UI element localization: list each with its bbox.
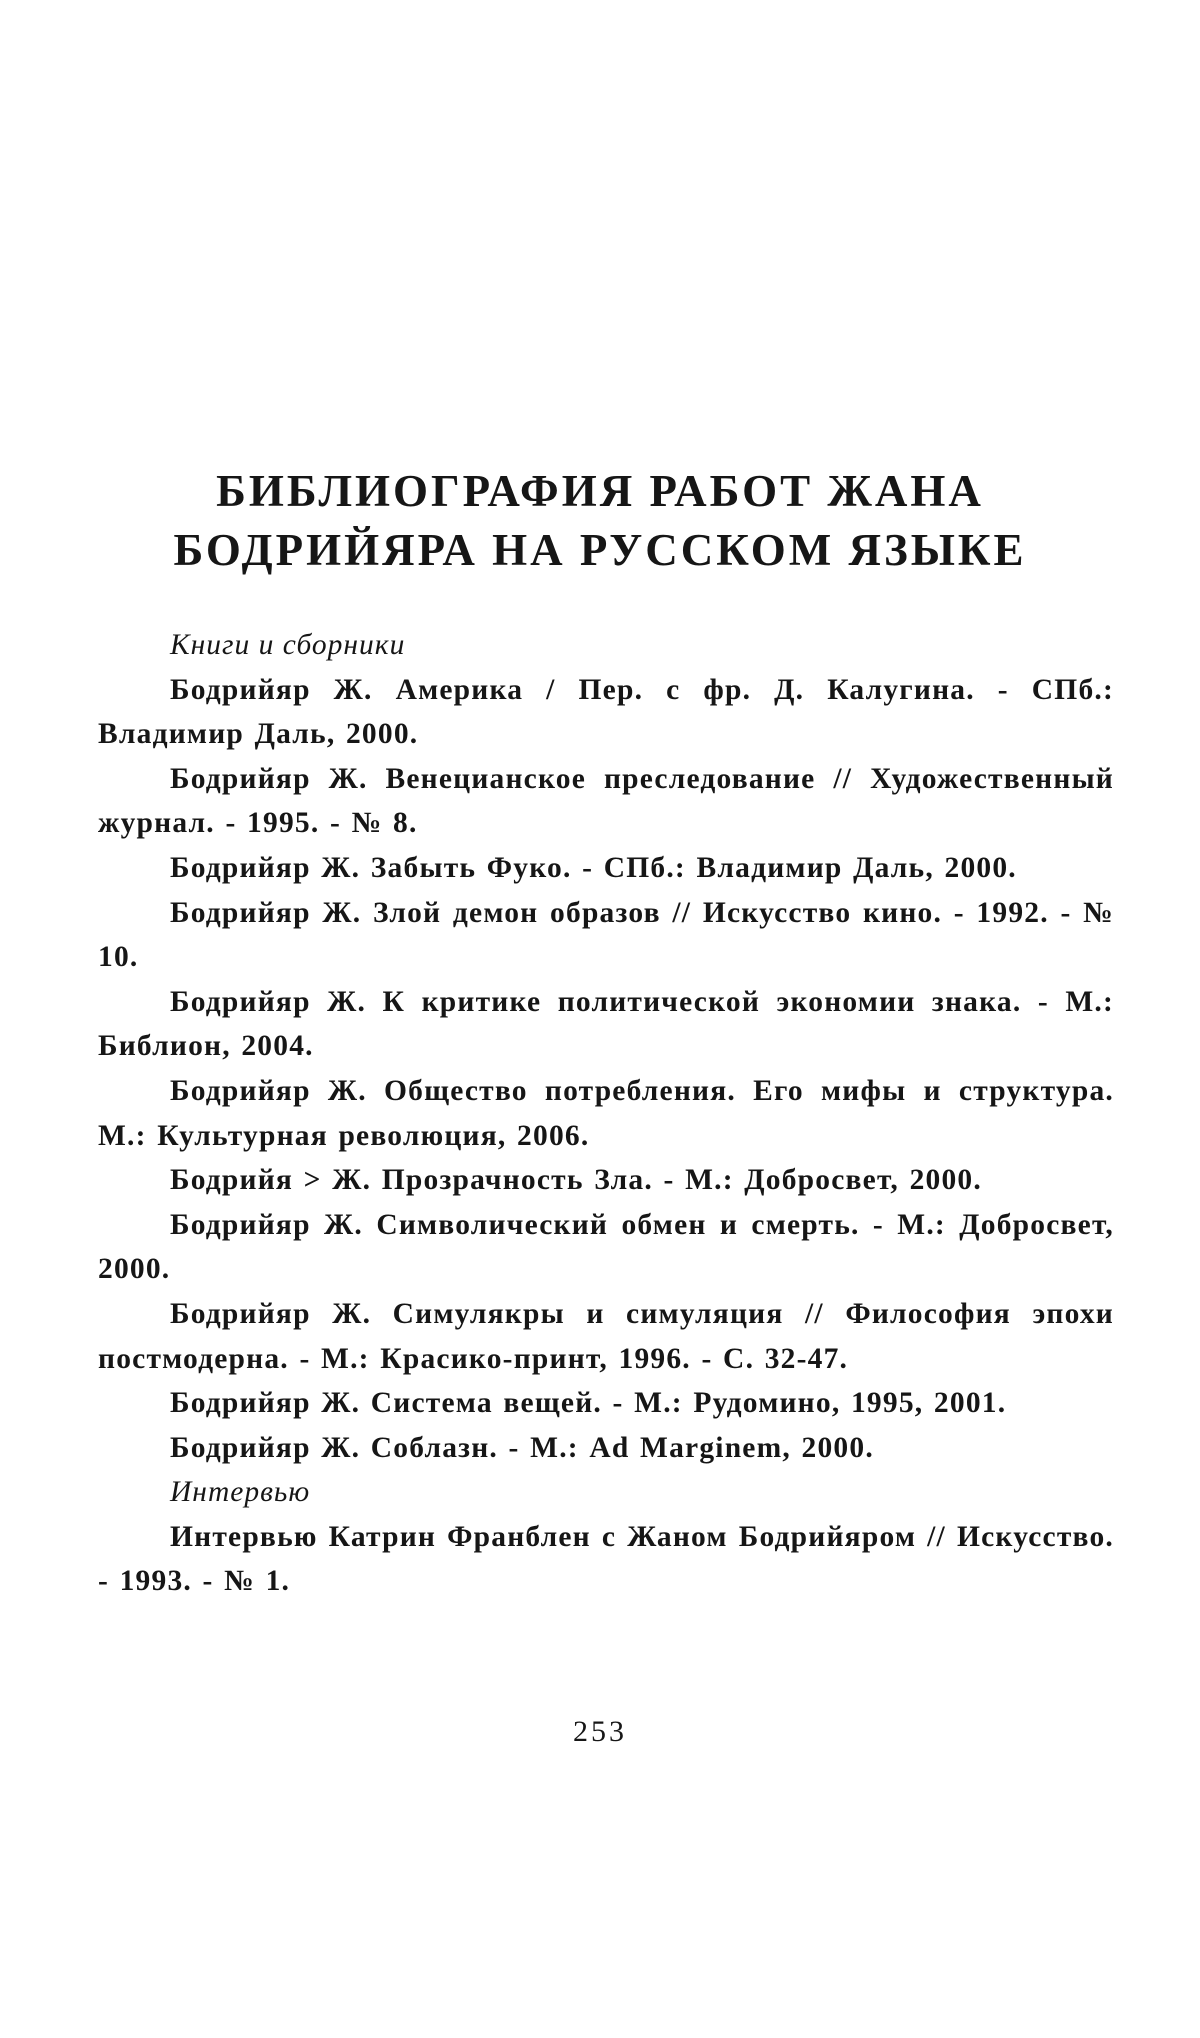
- bibliography-entry: Интервью Катрин Франблен с Жаном Бодрийяром // Искусство. - 1993. - № 1.: [98, 1520, 1114, 1598]
- bibliography-entry: Бодрийяр Ж. Соблазн. - М.: Ad Marginem, 2000.: [170, 1431, 874, 1464]
- section-heading-books: Книги и сборники: [170, 629, 406, 661]
- title-line-2: БОДРИЙЯРА НА РУССКОМ ЯЗЫКЕ: [173, 525, 1027, 575]
- bibliography-entry: Бодрийяр Ж. Система вещей. - М.: Рудомино, 1995, 2001.: [170, 1387, 1007, 1420]
- bibliography-entry: Бодрийяр Ж. Америка / Пер. с фр. Д. Калугина. - СПб.: Владимир Даль, 2000.: [98, 673, 1114, 751]
- bibliography-entry: Бодрийяр Ж. Злой демон образов // Искусство кино. - 1992. - № 10.: [98, 896, 1114, 974]
- page-number: 253: [573, 1715, 627, 1748]
- title-line-1: БИБЛИОГРАФИЯ РАБОТ ЖАНА: [216, 466, 984, 516]
- bibliography-entry: Бодрийяр Ж. Символический обмен и смерть. - М.: Добросвет, 2000.: [98, 1208, 1114, 1286]
- bibliography-entry: Бодрийяр Ж. Общество потребления. Его мифы и структура. М.: Культурная революция, 2006.: [98, 1074, 1114, 1152]
- bibliography-entry: Бодрийя > Ж. Прозрачность Зла. - М.: Добросвет, 2000.: [170, 1164, 982, 1197]
- bibliography-entry: Бодрийяр Ж. К критике политической экономии знака. - М.: Библион, 2004.: [98, 985, 1114, 1063]
- bibliography-entry: Бодрийяр Ж. Симулякры и симуляция // Философия эпохи постмодерна. - М.: Красико-принт, 1996. - С. 32-47.: [98, 1297, 1114, 1375]
- section-heading-interviews: Интервью: [170, 1476, 311, 1509]
- bibliography-entry: Бодрийяр Ж. Забыть Фуко. - СПб.: Владимир Даль, 2000.: [170, 851, 1017, 884]
- bibliography-entry: Бодрийяр Ж. Венецианское преследование // Художественный журнал. - 1995. - № 8.: [98, 762, 1114, 840]
- page-title: [120, 462, 1080, 580]
- bibliography-list: [98, 623, 1114, 1604]
